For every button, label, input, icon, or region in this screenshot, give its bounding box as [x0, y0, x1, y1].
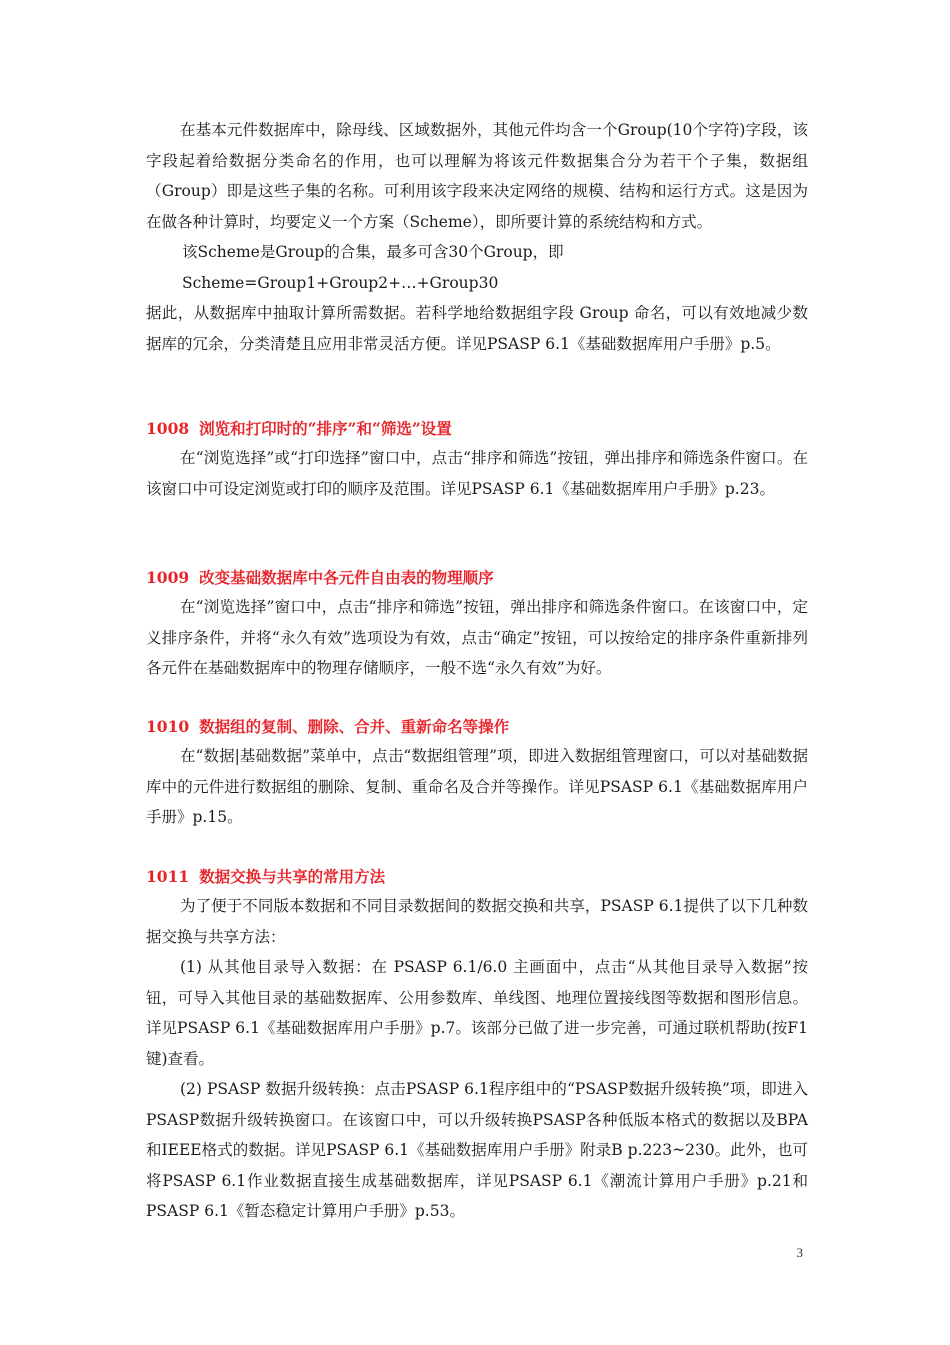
section-1009-body	[146, 592, 808, 684]
list-item-2: (2) PSASP 数据升级转换：点击PSASP 6.1程序组中的“PSASP数据升级转换”项，即进入PSASP数据升级转换窗口。在该窗口中，可以升级转换PSASP各种低版本格式的数据以及BPA和IEEE格式的数据。详见PSASP 6.1《基础数据库用户手册》附录B p.223~230。此外，也可将PSASP 6.1作业数据直接生成基础数据库，详见PSASP 6.1《潮流计算用户手册》p.21和PSASP 6.1《暂态稳定计算用户手册》p.53。	[146, 1080, 808, 1220]
section-number: 1009	[146, 568, 190, 587]
section-number: 1010	[146, 717, 190, 736]
section-paragraph: 在“浏览选择”窗口中，点击“排序和筛选”按钮，弹出排序和筛选条件窗口。在该窗口中，定义排序条件，并将“永久有效”选项设为有效，点击“确定”按钮，可以按给定的排序条件重新排列各元件在基础数据库中的物理存储顺序，一般不选“永久有效”为好。	[146, 598, 808, 677]
section-number: 1011	[146, 867, 190, 886]
intro-paragraph-1: 在基本元件数据库中，除母线、区域数据外，其他元件均含一个Group(10个字符)字段，该字段起着给数据分类命名的作用，也可以理解为将该元件数据集合分为若干个子集，数据组（Group）即是这些子集的名称。可利用该字段来决定网络的规模、结构和运行方式。这是因为在做各种计算时，均要定义一个方案（Scheme），即所要计算的系统结构和方式。	[146, 121, 808, 231]
section-1011-body	[146, 891, 808, 1227]
section-1010-body	[146, 741, 808, 833]
section-title: 数据组的复制、删除、合并、重新命名等操作	[199, 717, 510, 736]
section-title: 浏览和打印时的“排序”和“筛选”设置	[199, 419, 452, 438]
section-1008-body	[146, 443, 808, 504]
section-paragraph: 在“浏览选择”或“打印选择”窗口中，点击“排序和筛选”按钮，弹出排序和筛选条件窗口。在该窗口中可设定浏览或打印的顺序及范围。详见PSASP 6.1《基础数据库用户手册》p.23。	[146, 449, 808, 498]
intro-section	[146, 115, 808, 359]
section-title: 改变基础数据库中各元件自由表的物理顺序	[199, 568, 494, 587]
section-paragraph: 在“数据|基础数据”菜单中，点击“数据组管理”项，即进入数据组管理窗口，可以对基础数据库中的元件进行数据组的删除、复制、重命名及合并等操作。详见PSASP 6.1《基础数据库用户手册》p.15。	[146, 747, 808, 826]
intro-paragraph-3: 据此，从数据库中抽取计算所需数据。若科学地给数据组字段 Group 命名，可以有效地减少数据库的冗余，分类清楚且应用非常灵活方便。详见PSASP 6.1《基础数据库用户手册》p.5。	[146, 304, 808, 353]
intro-paragraph-2: 该Scheme是Group的合集，最多可含30个Group，即	[182, 243, 564, 261]
section-1009-heading	[146, 567, 494, 589]
section-paragraph: 为了便于不同版本数据和不同目录数据间的数据交换和共享，PSASP 6.1提供了以下几种数据交换与共享方法：	[146, 897, 808, 946]
section-title: 数据交换与共享的常用方法	[199, 867, 386, 886]
section-1011-heading	[146, 866, 385, 888]
section-1010-heading	[146, 716, 509, 738]
section-1008-heading	[146, 418, 452, 440]
list-item-1: (1) 从其他目录导入数据：在 PSASP 6.1/6.0 主画面中，点击“从其他目录导入数据”按钮，可导入其他目录的基础数据库、公用参数库、单线图、地理位置接线图等数据和图形信息。详见PSASP 6.1《基础数据库用户手册》p.7。该部分已做了进一步完善，可通过联机帮助(按F1键)查看。	[146, 958, 808, 1068]
scheme-formula: Scheme=Group1+Group2+…+Group30	[182, 273, 499, 292]
section-number: 1008	[146, 419, 190, 438]
page-number: 3	[796, 1245, 803, 1260]
